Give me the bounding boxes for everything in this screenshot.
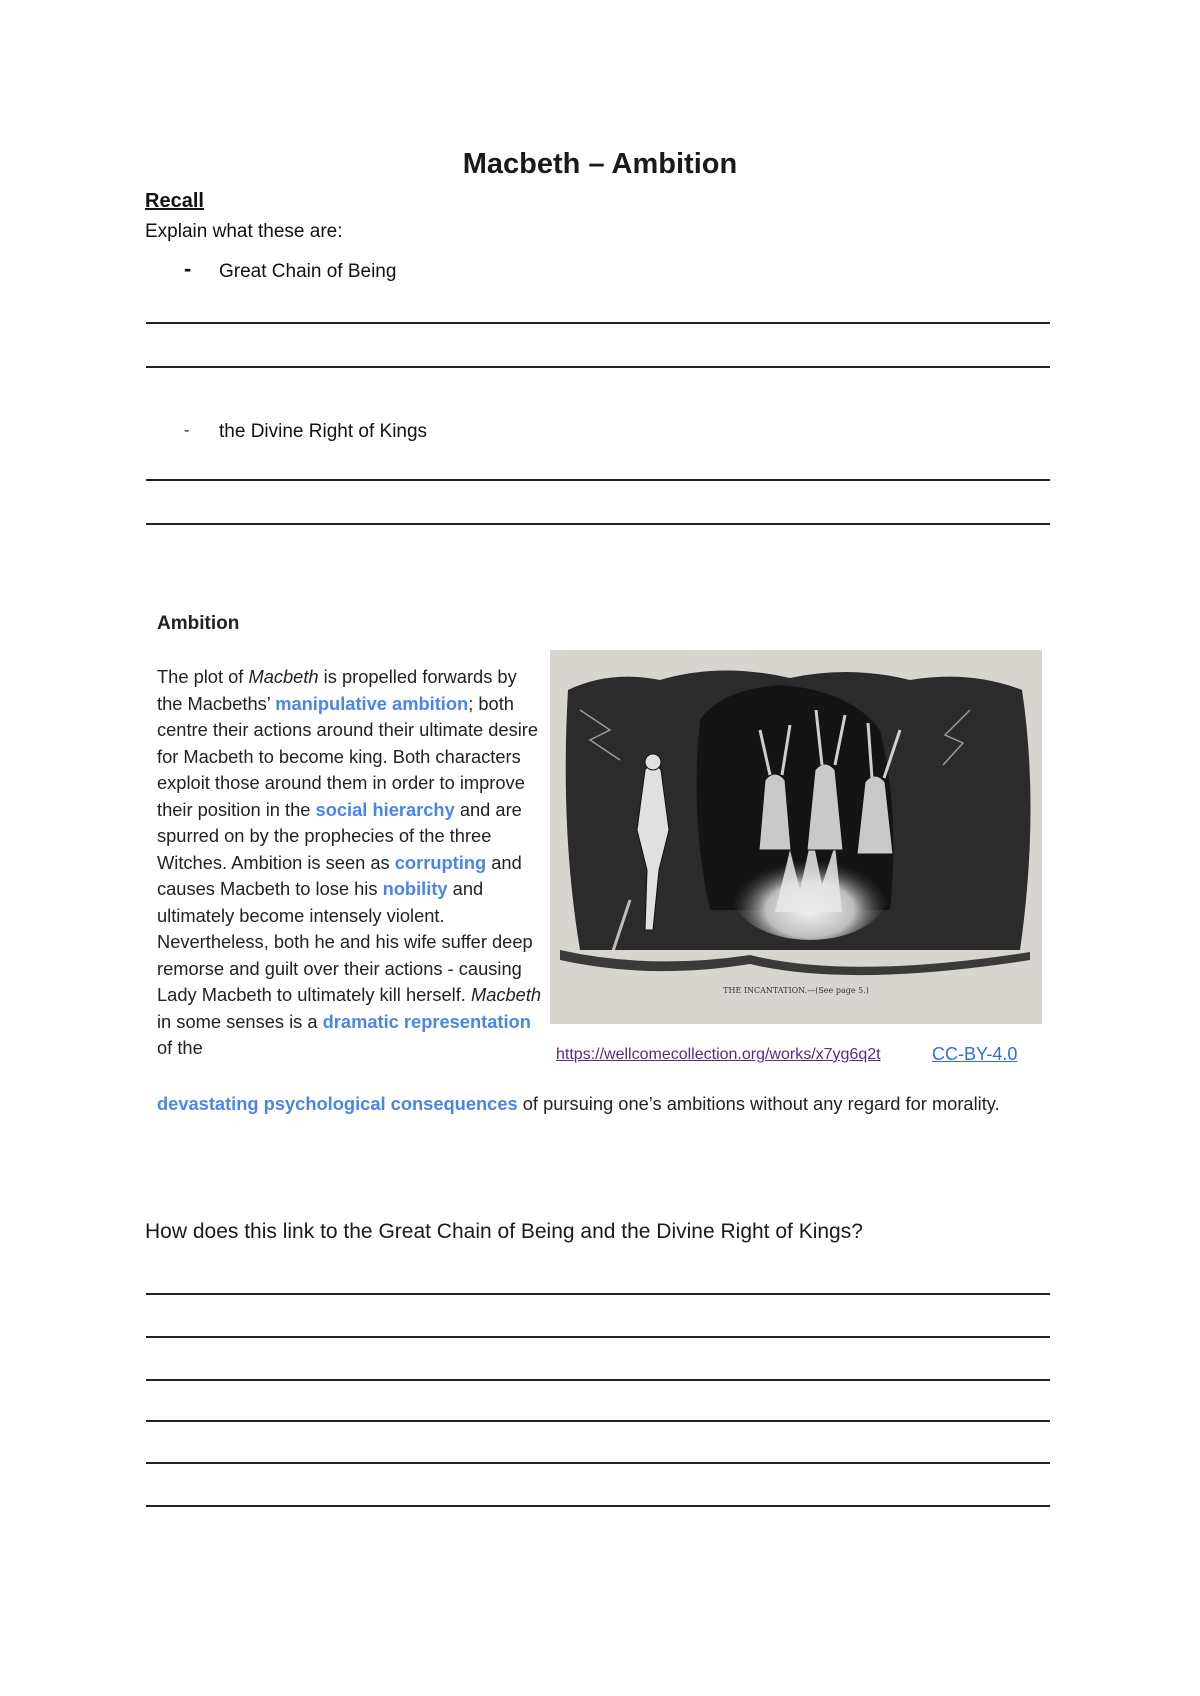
bullet-great-chain: Great Chain of Being bbox=[219, 261, 397, 282]
excerpt-paragraph: The plot of Macbeth is propelled forwards by the Macbeths’ manipulative ambition; both centre their actions around their ultimate desire for Macbeth to become king. Both characters exploit those around them in order to improve their position in the social hierarchy and are spurred on by the prophecies of the three Witches. Ambition is seen as corrupting and causes Macbeth to lose his nobility and ultimately become intensely violent. Nevertheless, both he and his wife suffer deep remorse and guilt over their actions - causing Lady Macbeth to ultimately kill herself. Macbeth in some senses is a dramatic representation of the bbox=[157, 666, 542, 1058]
question-prompt: How does this link to the Great Chain of Being and the Divine Right of Kings? bbox=[145, 1220, 863, 1243]
bullet-dash: - bbox=[184, 422, 190, 439]
answer-line[interactable] bbox=[146, 1420, 1050, 1422]
incantation-illustration bbox=[550, 650, 1042, 1024]
answer-line[interactable] bbox=[146, 1336, 1050, 1338]
answer-line[interactable] bbox=[146, 322, 1050, 324]
illustration-caption: THE INCANTATION.—(See page 5.) bbox=[723, 986, 869, 995]
bullet-divine-right: the Divine Right of Kings bbox=[219, 421, 428, 442]
answer-line[interactable] bbox=[146, 479, 1050, 481]
excerpt-heading: Ambition bbox=[157, 613, 240, 634]
keyword-devastating-consequences: devastating psychological consequences bbox=[157, 1093, 518, 1114]
page-title: Macbeth – Ambition bbox=[462, 148, 738, 180]
recall-heading: Recall bbox=[145, 190, 204, 212]
keyword-nobility: nobility bbox=[382, 878, 448, 899]
answer-line[interactable] bbox=[146, 1505, 1050, 1507]
excerpt-paragraph-end: devastating psychological consequences of pursuing one’s ambitions without any regard for morality. bbox=[157, 1093, 1000, 1114]
keyword-manipulative-ambition: manipulative ambition bbox=[275, 692, 469, 714]
answer-line[interactable] bbox=[146, 1293, 1050, 1295]
bullet-dash: - bbox=[184, 256, 192, 281]
answer-line[interactable] bbox=[146, 1379, 1050, 1381]
keyword-dramatic-representation: dramatic representation bbox=[322, 1010, 531, 1032]
source-link[interactable]: https://wellcomecollection.org/works/x7yg6q2t bbox=[556, 1046, 881, 1063]
answer-line[interactable] bbox=[146, 1462, 1050, 1464]
answer-line[interactable] bbox=[146, 366, 1050, 368]
recall-instruction: Explain what these are: bbox=[145, 221, 343, 242]
license-link[interactable]: CC-BY-4.0 bbox=[932, 1044, 1018, 1064]
keyword-corrupting: corrupting bbox=[394, 851, 487, 873]
answer-line[interactable] bbox=[146, 523, 1050, 525]
keyword-social-hierarchy: social hierarchy bbox=[315, 798, 455, 820]
